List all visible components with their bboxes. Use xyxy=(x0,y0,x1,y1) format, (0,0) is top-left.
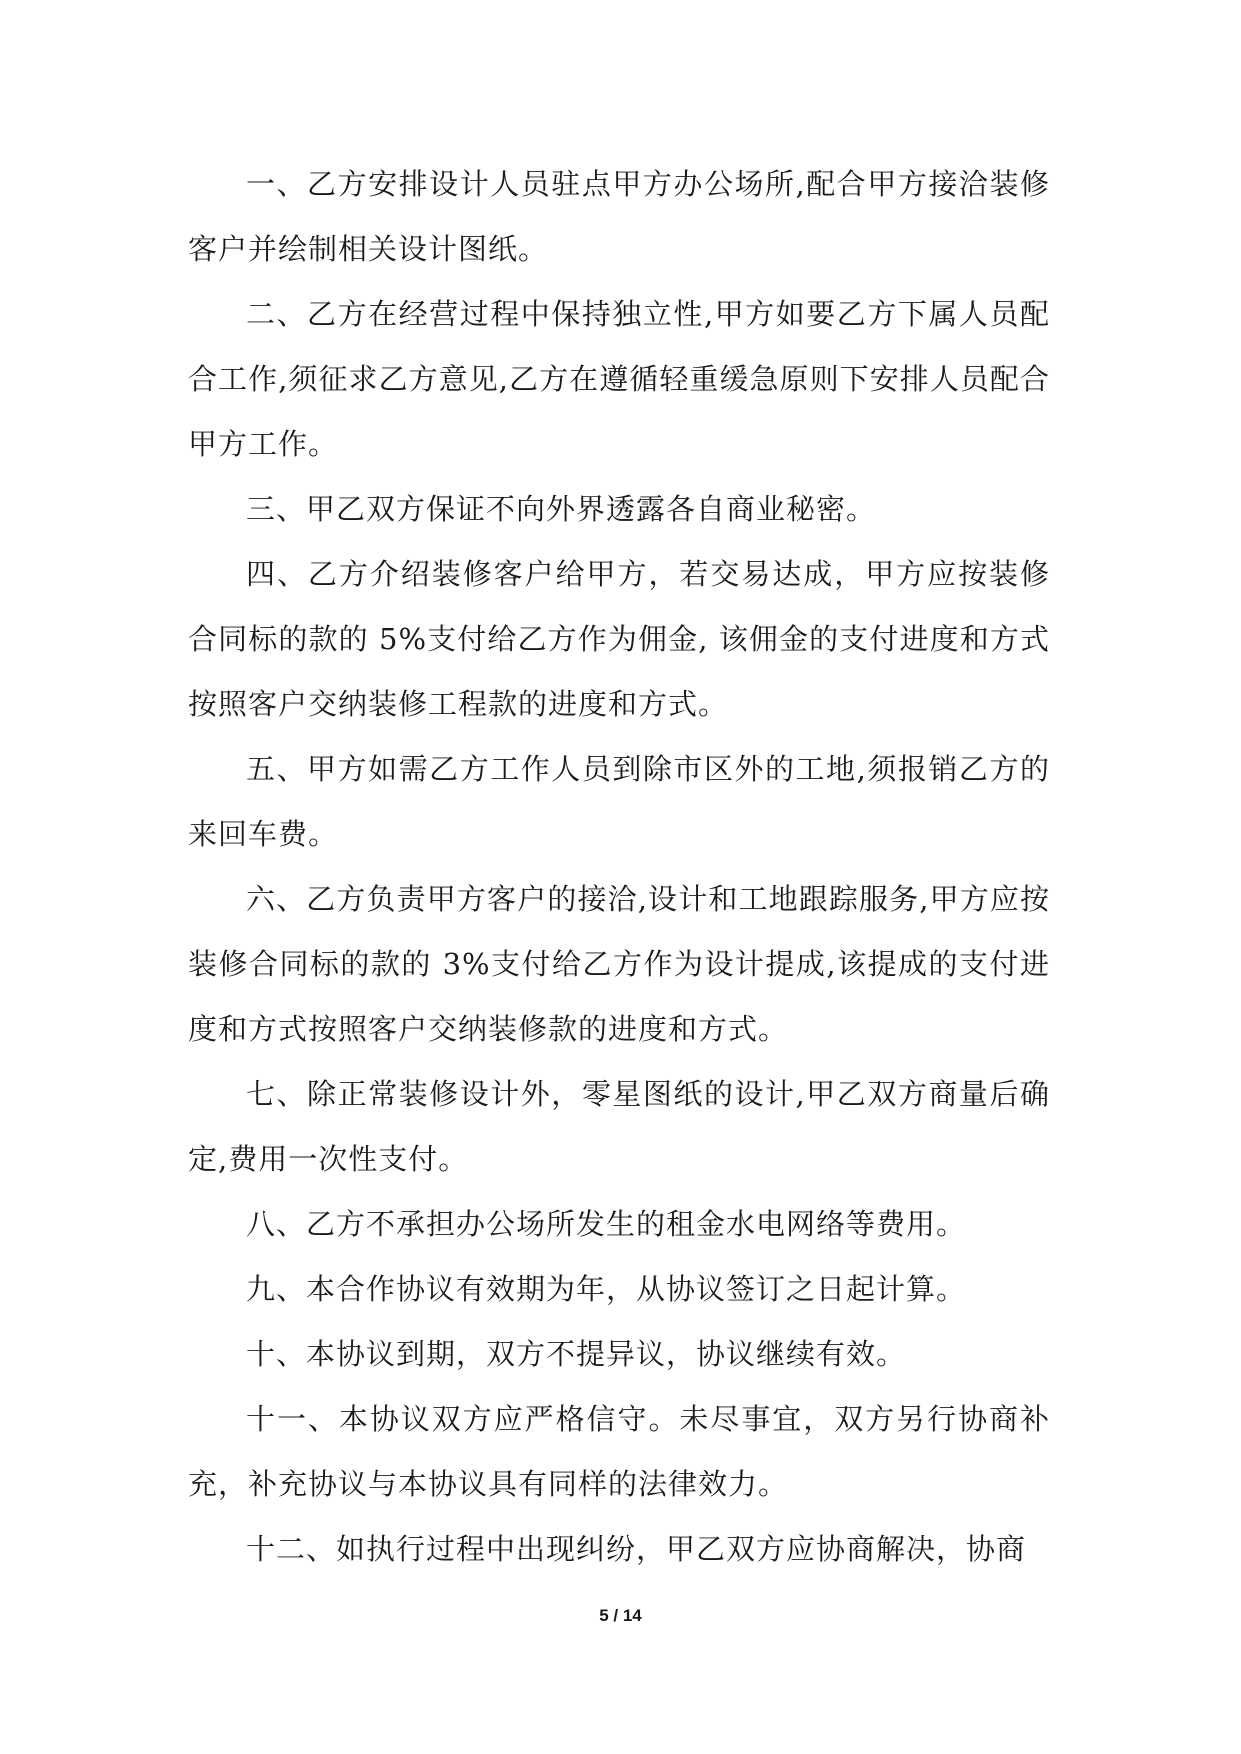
clause-paragraph: 十一、本协议双方应严格信守。未尽事宜，双方另行协商补充，补充协议与本协议具有同样的法律效力。 xyxy=(188,1402,1050,1501)
clause-paragraph: 十二、如执行过程中出现纠纷，甲乙双方应协商解决，协商 xyxy=(246,1532,1027,1566)
document-body xyxy=(188,152,1050,1582)
clause-paragraph: 二、乙方在经营过程中保持独立性,甲方如要乙方下属人员配合工作,须征求乙方意见,乙方在遵循轻重缓急原则下安排人员配合甲方工作。 xyxy=(188,297,1050,461)
clause-paragraph: 四、乙方介绍装修客户给甲方，若交易达成，甲方应按装修合同标的款的 5%支付给乙方作为佣金, 该佣金的支付进度和方式按照客户交纳装修工程款的进度和方式。 xyxy=(188,557,1050,721)
clause-paragraph: 九、本合作协议有效期为年，从协议签订之日起计算。 xyxy=(246,1272,967,1306)
clause-paragraph: 七、除正常装修设计外，零星图纸的设计,甲乙双方商量后确定,费用一次性支付。 xyxy=(188,1077,1050,1176)
clause-paragraph: 一、乙方安排设计人员驻点甲方办公场所,配合甲方接洽装修客户并绘制相关设计图纸。 xyxy=(188,167,1050,266)
clause-paragraph: 六、乙方负责甲方客户的接洽,设计和工地跟踪服务,甲方应按装修合同标的款的 3%支付给乙方作为设计提成,该提成的支付进度和方式按照客户交纳装修款的进度和方式。 xyxy=(188,882,1050,1046)
clause-paragraph: 三、甲乙双方保证不向外界透露各自商业秘密。 xyxy=(246,492,877,526)
clause-paragraph: 五、甲方如需乙方工作人员到除市区外的工地,须报销乙方的来回车费。 xyxy=(188,752,1050,851)
clause-paragraph: 十、本协议到期，双方不提异议，协议继续有效。 xyxy=(246,1337,907,1371)
clause-paragraph: 八、乙方不承担办公场所发生的租金水电网络等费用。 xyxy=(246,1207,967,1241)
page-number: 5 / 14 xyxy=(599,1606,642,1625)
